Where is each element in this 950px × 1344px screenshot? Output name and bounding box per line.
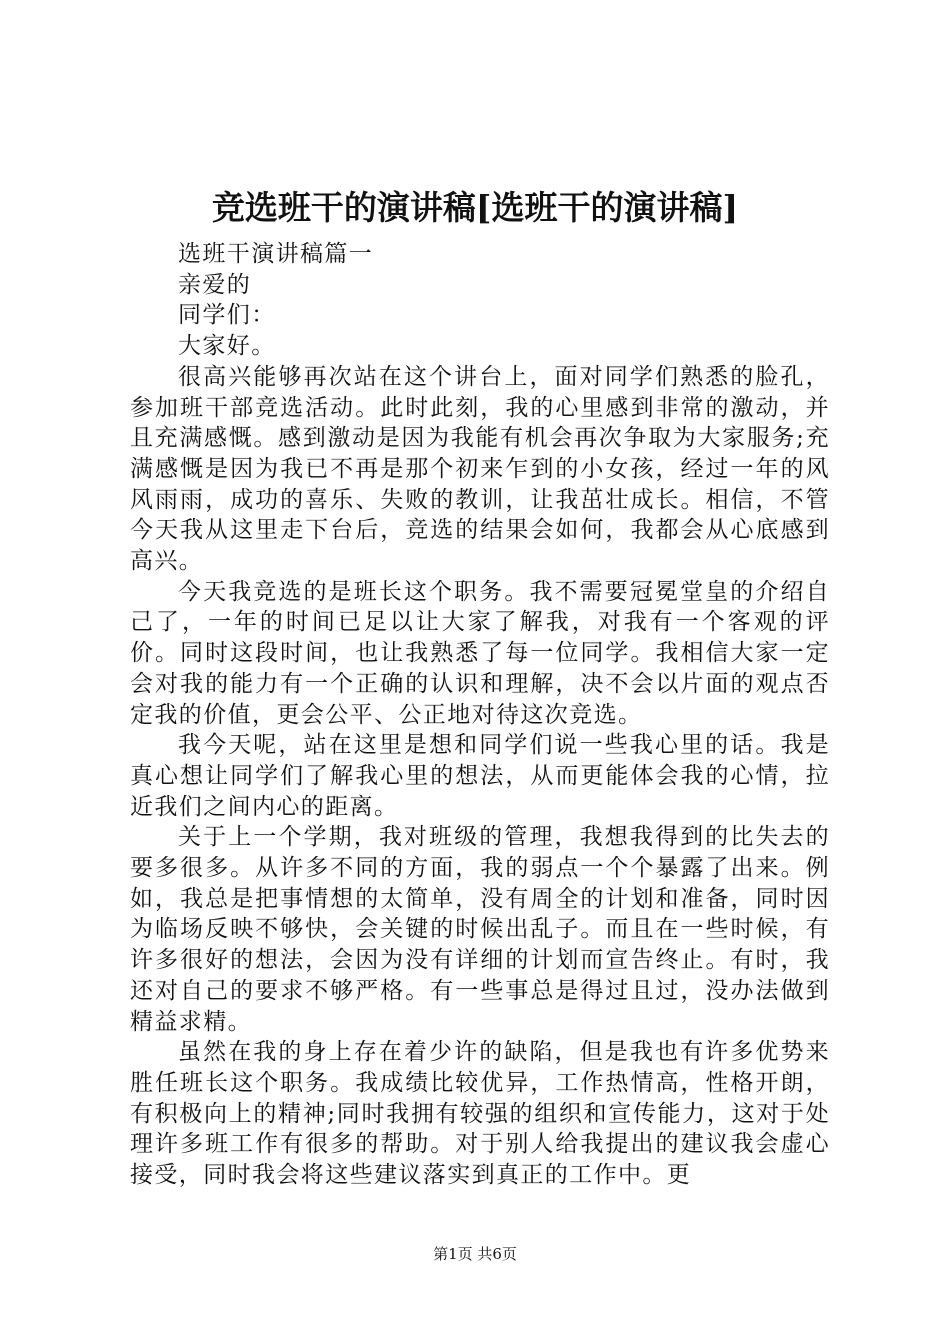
paragraph: 大家好。	[178, 333, 276, 360]
paragraph: 关于上一个学期，我对班级的管理，我想我得到的比失去的要多很多。从许多不同的方面，我的弱点一个个暴露了出来。例如，我总是把事情想的太简单，没有周全的计划和准备，同时因为临场反映不够快，会关键的时候出乱子。而且在一些时候，有许多很好的想法，会因为没有详细的计划而宣告终止。有时，我还对自己的要求不够严格。有一些事总是得过且过，没办法做到精益求精。	[130, 824, 830, 1035]
paragraph: 我今天呢，站在这里是想和同学们说一些我心里的话。我是真心想让同学们了解我心里的想法，从而更能体会我的心情，拉近我们之间内心的距离。	[130, 732, 830, 820]
document-body	[130, 239, 830, 1191]
paragraph: 选班干演讲稿篇一	[178, 241, 374, 267]
paragraph: 同学们：	[178, 302, 276, 329]
paragraph: 今天我竞选的是班长这个职务。我不需要冠冕堂皇的介绍自己了，一年的时间已足以让大家了解我，对我有一个客观的评价。同时这段时间，也让我熟悉了每一位同学。我相信大家一定会对我的能力有一个正确的认识和理解，决不会以片面的观点否定我的价值，更会公平、公正地对待这次竞选。	[130, 578, 830, 728]
paragraph: 很高兴能够再次站在这个讲台上，面对同学们熟悉的脸孔，参加班干部竞选活动。此时此刻，我的心里感到非常的激动，并且充满感慨。感到激动是因为我能有机会再次争取为大家服务;充满感慨是因为我已不再是那个初来乍到的小女孩，经过一年的风风雨雨，成功的喜乐、失败的教训，让我茁壮成长。相信，不管今天我从这里走下台后，竞选的结果会如何，我都会从心底感到高兴。	[130, 363, 830, 575]
paragraph: 亲爱的	[178, 271, 252, 298]
page-footer: 第1页 共6页	[433, 1245, 517, 1263]
paragraph: 虽然在我的身上存在着少许的缺陷，但是我也有许多优势来胜任班长这个职务。我成绩比较优异，工作热情高，性格开朗，有积极向上的精神;同时我拥有较强的组织和宣传能力，这对于处理许多班工作有很多的帮助。对于别人给我提出的建议我会虚心接受，同时我会将这些建议落实到真正的工作中。更	[130, 1039, 830, 1189]
document-title: 竞选班干的演讲稿[选班干的演讲稿]	[211, 188, 739, 227]
